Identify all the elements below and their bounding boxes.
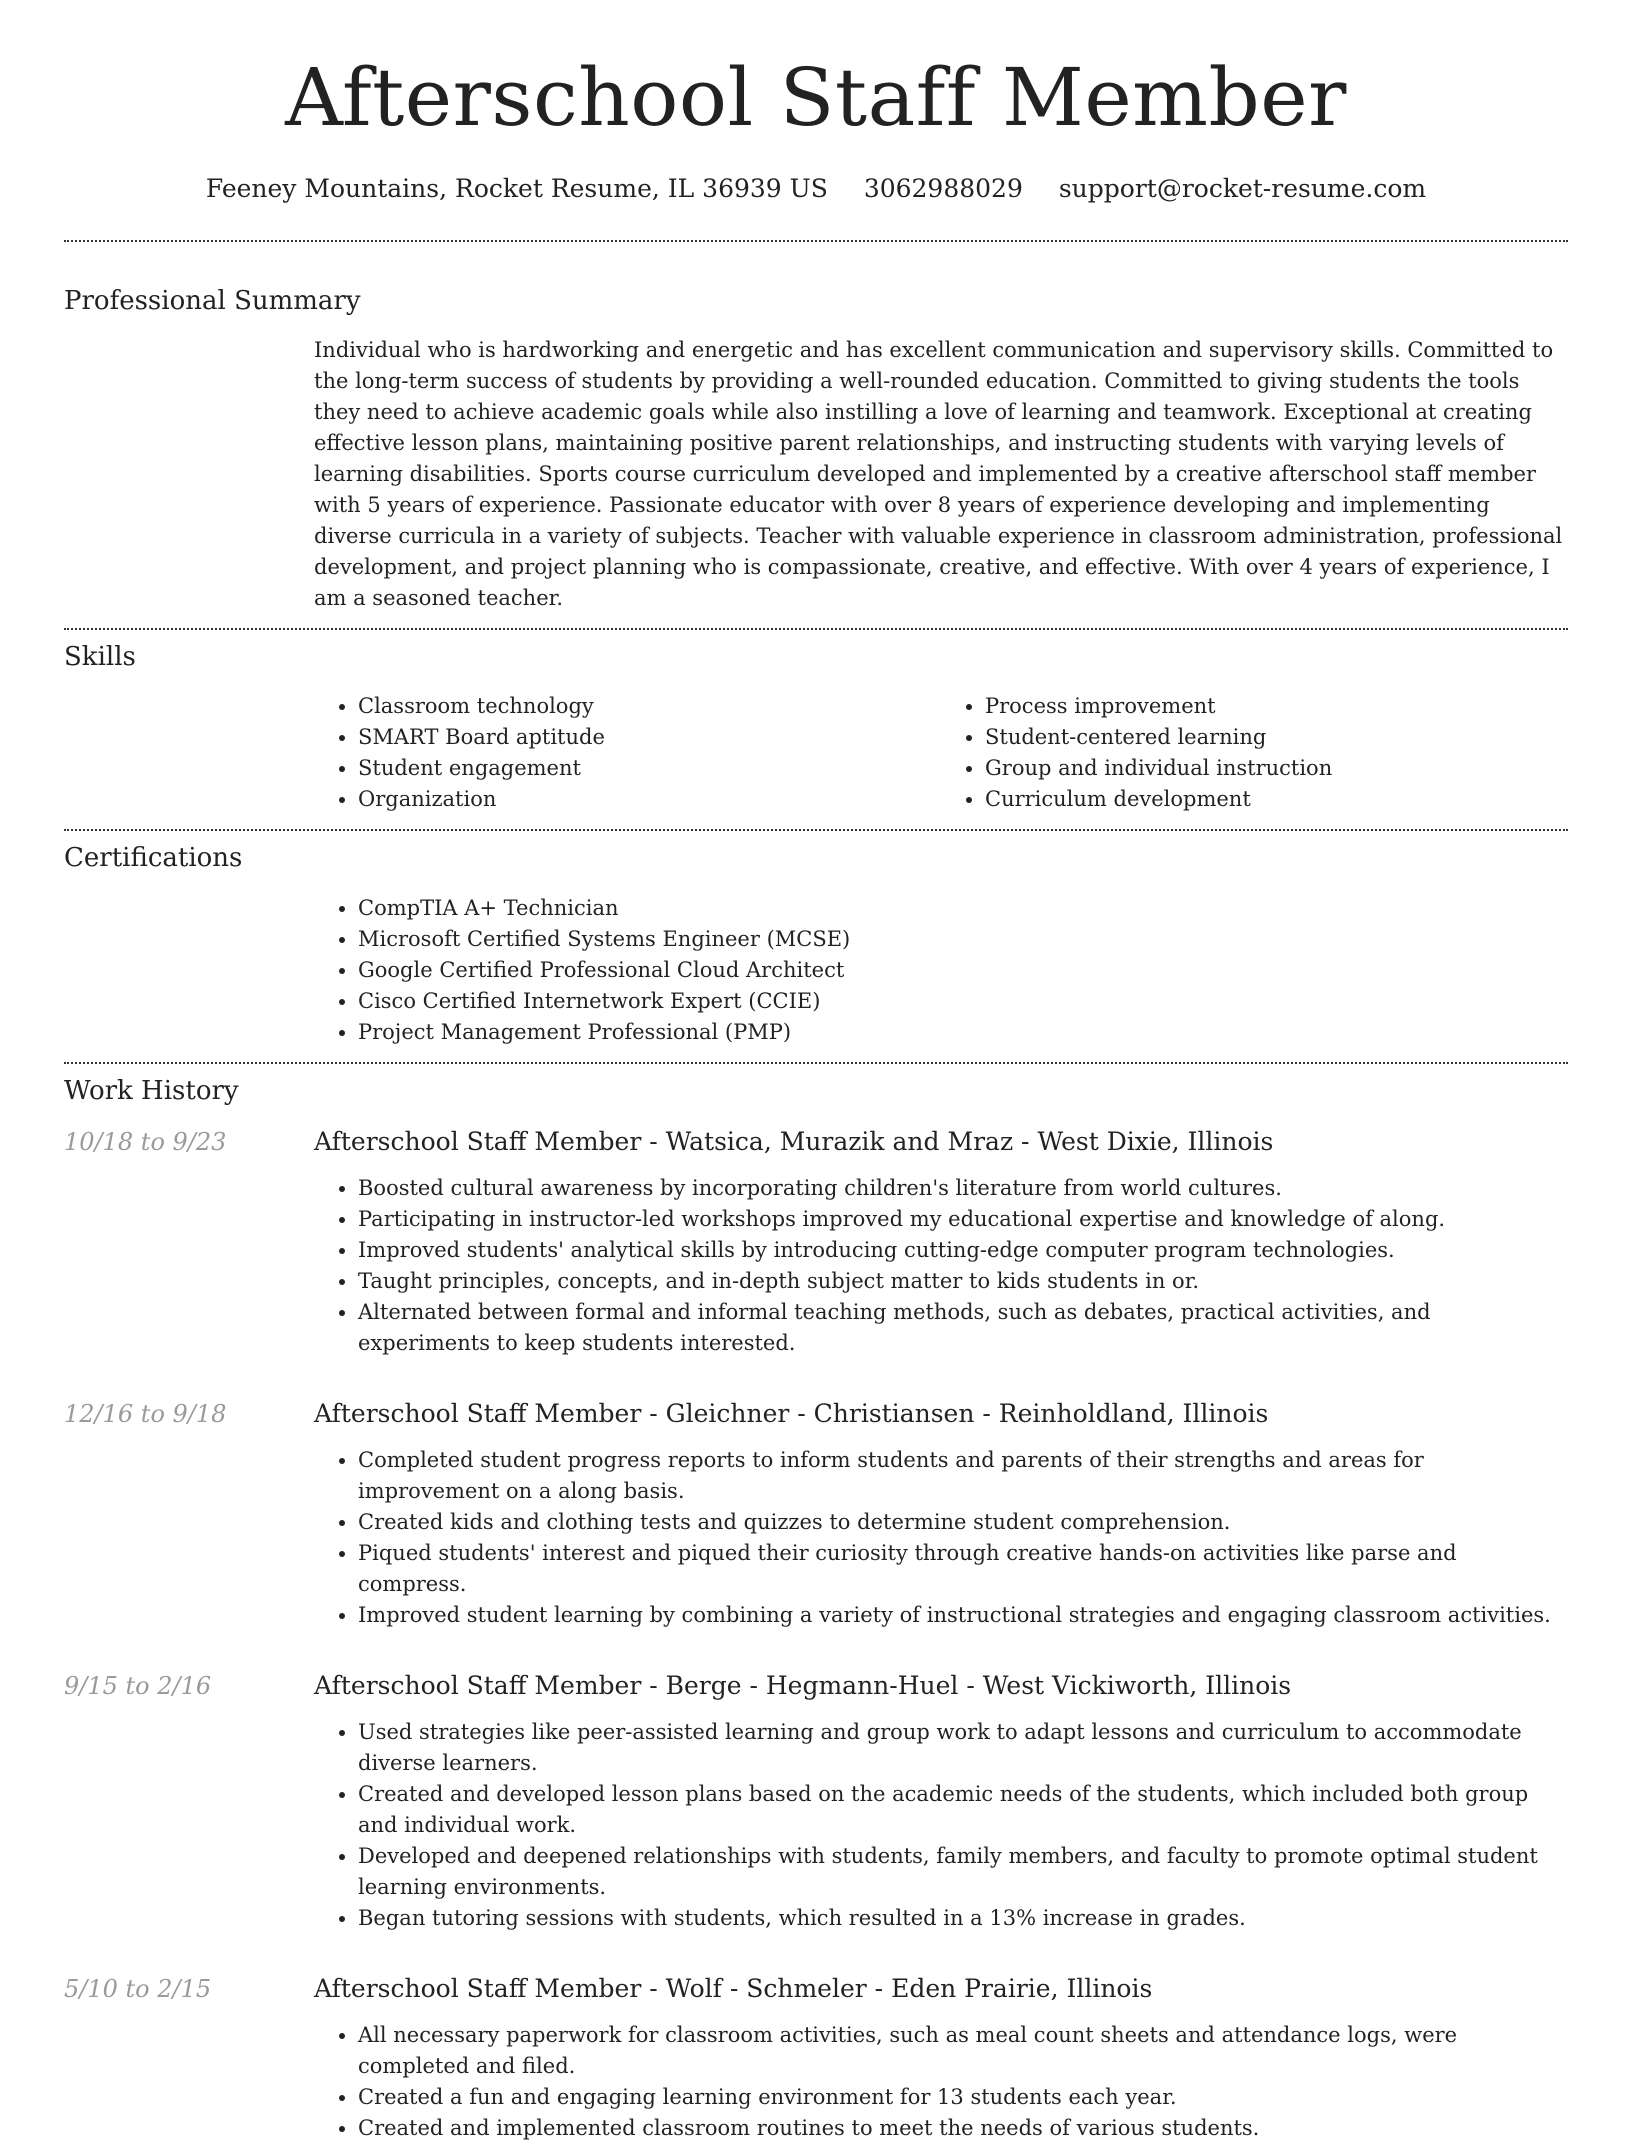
job-bullet: • Created a fun and engaging learning environment for 13 students each year. bbox=[358, 2082, 1568, 2113]
job-bullet: • Used strategies like peer-assisted learning and group work to adapt lessons and curriculum to accommodate diverse learners. bbox=[358, 1717, 1568, 1779]
skill-item: • Classroom technology bbox=[358, 691, 941, 722]
job-bullet: • Completed student progress reports to inform students and parents of their strengths and areas for improvement on a along basis. bbox=[358, 1445, 1568, 1507]
job-bullet: • Improved students' analytical skills by introducing cutting-edge computer program technologies. bbox=[358, 1235, 1568, 1266]
job-title: Afterschool Staff Member - Gleichner - Christiansen - Reinholdland, Illinois bbox=[314, 1398, 1269, 1428]
job-bullet: • Began tutoring sessions with students, which resulted in a 13% increase in grades. bbox=[358, 1903, 1568, 1934]
certifications-heading: Certifications bbox=[64, 843, 243, 874]
certifications-list bbox=[314, 893, 1568, 1048]
job-title: Afterschool Staff Member - Berge - Hegmann-Huel - West Vickiworth, Illinois bbox=[314, 1670, 1292, 1700]
job-bullet: • All necessary paperwork for classroom activities, such as meal count sheets and attendance logs, were completed and filed. bbox=[358, 2020, 1568, 2082]
certification-item: • CompTIA A+ Technician bbox=[358, 893, 1568, 924]
contact-address: Feeney Mountains, Rocket Resume, IL 36939 US bbox=[205, 174, 828, 203]
skill-item: • Organization bbox=[358, 784, 941, 815]
job-bullet: • Boosted cultural awareness by incorporating children's literature from world cultures. bbox=[358, 1173, 1568, 1204]
certification-item: • Cisco Certified Internetwork Expert (CCIE) bbox=[358, 986, 1568, 1017]
job-bullet: • Taught principles, concepts, and in-depth subject matter to kids students in or. bbox=[358, 1266, 1568, 1297]
job-bullets bbox=[314, 1717, 1568, 1934]
summary-section bbox=[64, 242, 1568, 628]
job-entry bbox=[64, 1125, 1568, 1359]
work-history-heading: Work History bbox=[64, 1075, 239, 1106]
job-title: Afterschool Staff Member - Wolf - Schmeler - Eden Prairie, Illinois bbox=[314, 1973, 1153, 2003]
skills-section bbox=[64, 630, 1568, 829]
job-dates: 9/15 to 2/16 bbox=[64, 1671, 212, 1700]
job-bullet: • Created and developed lesson plans based on the academic needs of the students, which included both group and individual work. bbox=[358, 1779, 1568, 1841]
skill-item: • Student engagement bbox=[358, 753, 941, 784]
contact-line bbox=[64, 174, 1568, 204]
skill-item: • Student-centered learning bbox=[985, 722, 1568, 753]
work-history-section bbox=[64, 1064, 1568, 2144]
job-entry bbox=[64, 1669, 1568, 1934]
job-bullets bbox=[314, 2020, 1568, 2144]
contact-phone: 3062988029 bbox=[863, 174, 1023, 203]
job-bullets bbox=[314, 1445, 1568, 1631]
skill-item: • Curriculum development bbox=[985, 784, 1568, 815]
certifications-section bbox=[64, 831, 1568, 1061]
skills-heading: Skills bbox=[64, 642, 136, 673]
job-bullet: • Developed and deepened relationships with students, family members, and faculty to promote optimal student learning environments. bbox=[358, 1841, 1568, 1903]
job-entry bbox=[64, 1397, 1568, 1631]
skills-list-right bbox=[941, 691, 1568, 815]
job-dates: 12/16 to 9/18 bbox=[64, 1399, 227, 1428]
certification-item: • Microsoft Certified Systems Engineer (MCSE) bbox=[358, 924, 1568, 955]
job-bullet: • Improved student learning by combining a variety of instructional strategies and engaging classroom activities. bbox=[358, 1600, 1568, 1631]
skills-list-left bbox=[314, 691, 941, 815]
job-bullets bbox=[314, 1173, 1568, 1359]
skill-item: • SMART Board aptitude bbox=[358, 722, 941, 753]
certification-item: • Google Certified Professional Cloud Architect bbox=[358, 955, 1568, 986]
skill-item: • Group and individual instruction bbox=[985, 753, 1568, 784]
certification-item: • Project Management Professional (PMP) bbox=[358, 1017, 1568, 1048]
skill-item: • Process improvement bbox=[985, 691, 1568, 722]
job-dates: 5/10 to 2/15 bbox=[64, 1974, 212, 2003]
resume-name: Afterschool Staff Member bbox=[285, 51, 1347, 144]
job-bullet: • Piqued students' interest and piqued their curiosity through creative hands-on activities like parse and compress. bbox=[358, 1538, 1568, 1600]
job-title: Afterschool Staff Member - Watsica, Murazik and Mraz - West Dixie, Illinois bbox=[314, 1126, 1274, 1156]
contact-email: support@rocket-resume.com bbox=[1058, 174, 1427, 203]
job-dates: 10/18 to 9/23 bbox=[64, 1127, 227, 1156]
job-bullet: • Created and implemented classroom routines to meet the needs of various students. bbox=[358, 2113, 1568, 2144]
job-bullet: • Participating in instructor-led workshops improved my educational expertise and knowledge of along. bbox=[358, 1204, 1568, 1235]
summary-text: Individual who is hardworking and energetic and has excellent communication and supervisory skills. Committed to the long-term success of students by providing a well-rounded education. Committed to giving students the tools they need to achieve academic goals while also instilling a love of learning and teamwork. Exceptional at creating effective lesson plans, maintaining positive parent relationships, and instructing students with varying levels of learning disabilities. Sports course curriculum developed and implemented by a creative afterschool staff member with 5 years of experience. Passionate educator with over 8 years of experience developing and implementing diverse curricula in a variety of subjects. Teacher with valuable experience in classroom administration, professional development, and project planning who is compassionate, creative, and effective. With over 4 years of experience, I am a seasoned teacher. bbox=[314, 338, 1563, 611]
job-entry bbox=[64, 1972, 1568, 2144]
job-bullet: • Alternated between formal and informal teaching methods, such as debates, practical activities, and experiments to keep students interested. bbox=[358, 1297, 1568, 1359]
job-bullet: • Created kids and clothing tests and quizzes to determine student comprehension. bbox=[358, 1507, 1568, 1538]
summary-heading: Professional Summary bbox=[64, 286, 361, 316]
